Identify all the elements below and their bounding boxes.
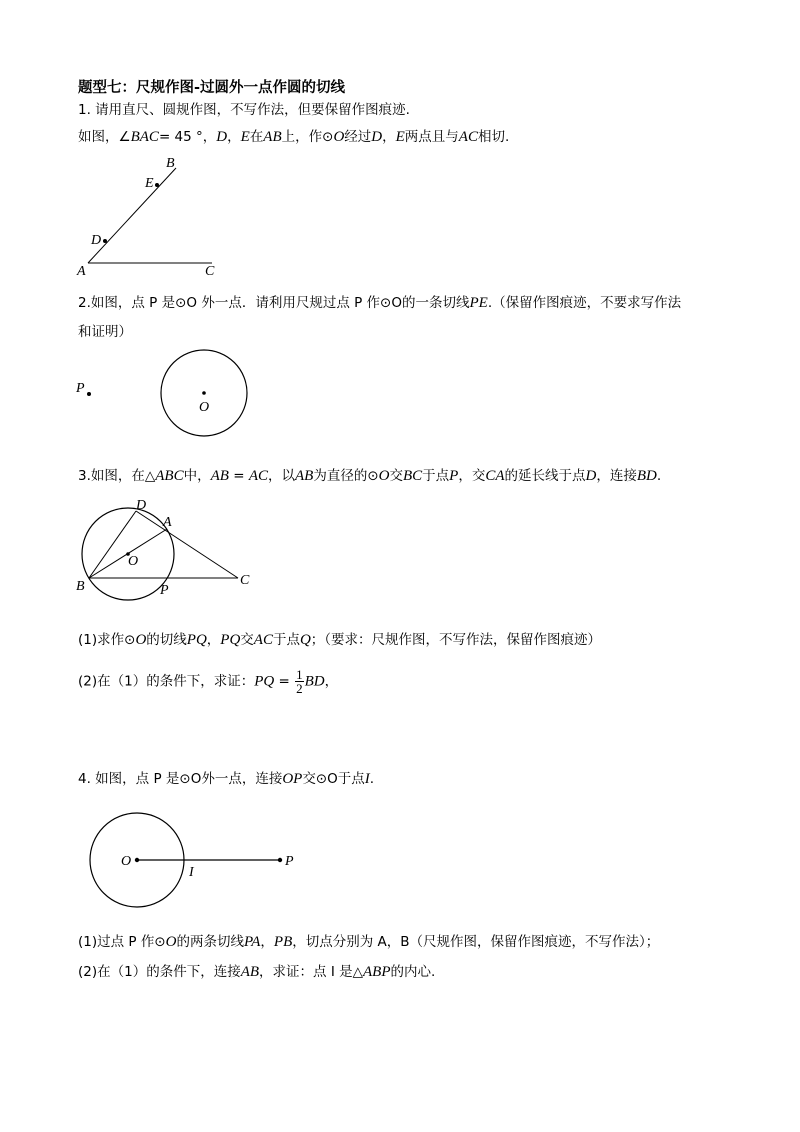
q1-text: 经过 xyxy=(344,129,372,145)
q3-point: P xyxy=(449,468,459,484)
q1-instruction: 1. 请用直尺、圆规作图，不写作法，但要保留作图痕迹. xyxy=(78,102,410,118)
q3-text: 中， xyxy=(183,468,211,484)
q3-text: ；（要求：尺规作图，不写作法，保留作图痕迹） xyxy=(310,632,602,648)
q1-text: 两点且与 xyxy=(404,129,459,145)
q1-text: 上，作⊙ xyxy=(281,129,334,145)
q4-dot-p xyxy=(278,858,282,862)
q4-label-o: O xyxy=(121,854,132,869)
q1-text: 相切. xyxy=(477,129,510,145)
q4-segment: PA xyxy=(244,934,261,950)
q3-label-b: B xyxy=(76,579,85,594)
q1-text: 在 xyxy=(249,129,264,145)
q1-text: ， xyxy=(382,129,396,145)
q4-part2 xyxy=(78,963,435,981)
q3-point: O xyxy=(378,468,390,484)
q3-text: 的延长线于点 xyxy=(504,468,586,484)
q3-segment: AC xyxy=(248,468,269,484)
q4-point: O xyxy=(165,934,177,950)
q3-point: Q xyxy=(299,632,311,648)
q4-text: ， xyxy=(260,934,274,950)
q1-angle-name: BAC xyxy=(130,129,159,145)
q2-label-o: O xyxy=(199,400,210,415)
q3-segment: BD xyxy=(304,673,325,690)
q4-point: I xyxy=(364,771,370,787)
q2-problem-line2: 和证明） xyxy=(78,324,132,340)
q4-part1 xyxy=(78,933,659,951)
q1-point-e: E xyxy=(240,129,250,145)
q4-text: ，切点分别为 A，B（尺规作图，保留作图痕迹，不写作法）； xyxy=(292,934,660,950)
q3-text: ，连接 xyxy=(596,468,637,484)
q1-text: ， xyxy=(227,129,241,145)
q4-segment: AB xyxy=(240,964,260,980)
q3-fraction-denominator: 2 xyxy=(296,681,303,696)
q4-label-i: I xyxy=(189,865,194,880)
q3-segment: AB xyxy=(210,468,229,484)
q3-segment: CA xyxy=(485,468,505,484)
q3-label-a: A xyxy=(163,515,172,530)
q4-text: (2)在（1）的条件下，连接 xyxy=(78,964,241,980)
q3-label-d: D xyxy=(136,498,147,513)
q4-text: 的内心. xyxy=(390,964,436,980)
q2-text: 2.如图，点 P 是⊙O 外一点．请利用尺规过点 P 作⊙O的一条切线 xyxy=(78,295,470,311)
q3-text: ， xyxy=(206,632,221,648)
q3-point: O xyxy=(135,632,147,648)
q4-text: 的两条切线 xyxy=(176,934,245,950)
q4-text: ，求证：点 I 是△ xyxy=(259,964,363,980)
q3-text: ，交 xyxy=(458,468,486,484)
q4-text: (1)过点 P 作⊙ xyxy=(78,934,166,950)
q1-label-c: C xyxy=(205,264,215,279)
q2-tangent-pe: PE xyxy=(469,295,488,311)
q1-segment-ac: AC xyxy=(458,129,478,145)
q3-text: 于点 xyxy=(272,632,300,648)
q1-label-d: D xyxy=(91,233,102,248)
q1-label-b: B xyxy=(166,156,175,171)
q3-label-o: O xyxy=(128,554,139,569)
q3-text: . xyxy=(656,468,662,484)
page-title: 题型七：尺规作图-过圆外一点作圆的切线 xyxy=(78,80,346,96)
q3-text: 交 xyxy=(389,468,403,484)
q3-segment: BC xyxy=(403,468,423,484)
q3-text: ，以 xyxy=(268,468,296,484)
q4-segment: OP xyxy=(282,771,303,787)
q3-fraction-numerator: 1 xyxy=(296,667,303,682)
q3-text: 3.如图，在△ xyxy=(78,468,156,484)
q1-point-e: E xyxy=(395,129,405,145)
q1-text: 如图，∠ xyxy=(78,129,131,145)
q3-text: 为直径的⊙ xyxy=(313,468,379,484)
q1-point-d: D xyxy=(371,129,383,145)
q4-triangle: ABP xyxy=(363,964,391,980)
q3-segment: PQ xyxy=(186,632,207,648)
q4-dot-o xyxy=(135,858,139,862)
q3-text: 的切线 xyxy=(146,632,187,648)
q4-text: 4. 如图，点 P 是⊙O外一点，连接 xyxy=(78,771,283,787)
q2-text: .（保留作图痕迹，不要求写作法 xyxy=(487,295,682,311)
q3-text: = xyxy=(228,468,249,484)
q4-segment: PB xyxy=(273,934,293,950)
q3-text: (2)在（1）的条件下，求证： xyxy=(78,673,255,690)
q1-label-a: A xyxy=(77,264,86,279)
q3-point: D xyxy=(585,468,597,484)
q4-text: . xyxy=(369,771,375,787)
q3-text: (1)求作⊙ xyxy=(78,632,136,648)
q1-text: = 45 °， xyxy=(158,129,217,145)
q1-label-e: E xyxy=(145,176,154,191)
q3-segment: PQ xyxy=(254,673,275,690)
q1-point-d: D xyxy=(216,129,228,145)
q2-label-p: P xyxy=(76,381,85,396)
q3-segment: AB xyxy=(295,468,314,484)
q3-label-c: C xyxy=(240,573,250,588)
q3-segment: PQ xyxy=(220,632,241,648)
q4-label-p: P xyxy=(285,854,294,869)
q3-triangle: ABC xyxy=(155,468,184,484)
q4-text: 交⊙O于点 xyxy=(302,771,365,787)
q1-segment-ab: AB xyxy=(263,129,282,145)
q3-text: 于点 xyxy=(422,468,450,484)
q3-segment: BD xyxy=(636,468,657,484)
q3-segment: AC xyxy=(253,632,273,648)
q1-point-o: O xyxy=(333,129,345,145)
q3-text: 交 xyxy=(240,632,254,648)
q3-text: = xyxy=(274,673,295,690)
q3-text: ， xyxy=(324,673,339,690)
q3-label-p: P xyxy=(160,583,169,598)
